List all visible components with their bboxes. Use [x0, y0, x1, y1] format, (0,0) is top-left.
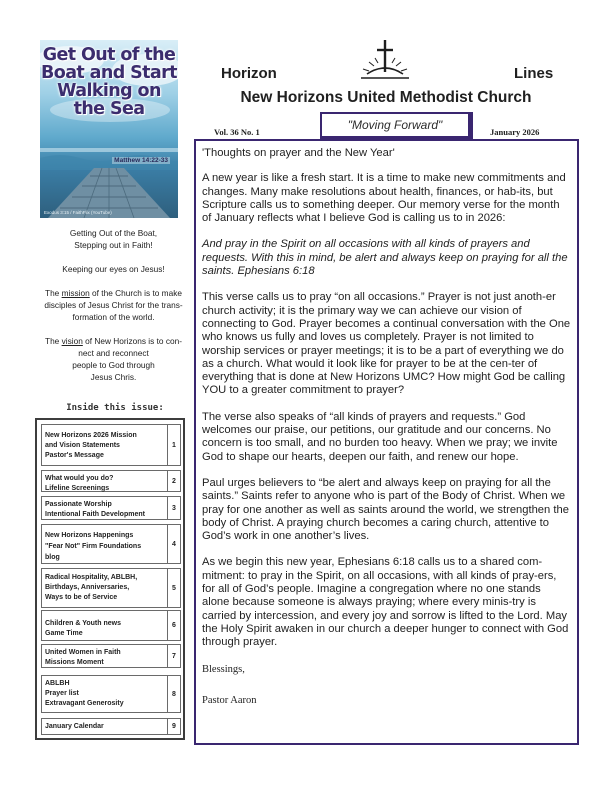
toc-entry-line: What would you do?: [45, 475, 114, 482]
church-name: New Horizons United Methodist Church: [240, 89, 532, 106]
toc-page-number: 6: [167, 611, 180, 640]
toc-page-number: 3: [167, 497, 180, 519]
toc-entry[interactable]: [41, 470, 181, 492]
issue-date: January 2026: [490, 127, 540, 137]
mission-line: disciples of Jesus Christ for the trans-: [44, 300, 183, 310]
toc-entry-line: Intentional Faith Development: [45, 511, 145, 518]
cover-title-line: Boat and Start: [41, 63, 177, 83]
masthead-horizon: Horizon: [221, 65, 277, 82]
vision-line: nect and reconnect: [78, 348, 149, 358]
toc-page-number: 5: [167, 569, 180, 607]
toc-entry-line: January Calendar: [45, 723, 104, 730]
toc-page-number: 7: [167, 645, 180, 667]
toc-entry-line: United Women in Faith: [45, 649, 121, 656]
pastor-message-article: [194, 139, 579, 745]
cover-title-line: Walking on the Sea: [57, 81, 161, 119]
toc-entry-line: New Horizons Happenings: [45, 532, 134, 539]
vision-prefix: The: [45, 336, 62, 346]
vision-line: people to God through: [72, 360, 155, 370]
motto-text: "Moving Forward": [347, 118, 443, 132]
toc-entry[interactable]: [41, 718, 181, 735]
toc-entry-line: Ways to be of Service: [45, 594, 118, 601]
toc-entry-line: Children & Youth news: [45, 620, 121, 627]
toc-entry-line: ABLBH: [45, 680, 70, 687]
toc-entry-line: Birthdays, Anniversaries,: [45, 584, 130, 591]
toc-entry[interactable]: [41, 568, 181, 608]
cover-title: [40, 46, 178, 118]
toc-page-number: 9: [167, 719, 180, 734]
tagline: [36, 227, 191, 251]
tagline-line: Stepping out in Faith!: [74, 240, 153, 250]
masthead-lines: Lines: [514, 65, 554, 82]
toc-entry-line: Missions Moment: [45, 659, 104, 666]
table-of-contents: [35, 418, 185, 740]
vision-word: vision: [61, 336, 83, 346]
mission-prefix: The: [45, 288, 62, 298]
mission-line: formation of the world.: [72, 312, 155, 322]
cover-scripture-ref: Matthew 14:22-33: [114, 157, 168, 164]
mission-statement: [36, 287, 191, 323]
article-paragraph: As we begin this new year, Ephesians 6:18 calls us to a shared com-mitment: to pray in the Spirit, on all occasions, with all kinds of pray-ers, for all of God’s people. Imagine a congregation where no one stands alone because someone is always praying; where every minis-try is carried by intercession, and every joy and sorrow is lifted to the Lord. May the Holy Spirit awaken in our church a deeper hunger to connect with God through prayer.: [202, 556, 569, 649]
toc-entry[interactable]: [41, 610, 181, 641]
toc-entry-line: Game Time: [45, 630, 83, 637]
signature: Pastor Aaron: [202, 694, 257, 706]
article-paragraph: The verse also speaks of “all kinds of prayers and requests.” God welcomes our praise, our petitions, our gratitude and our concerns. No concern is too small, and no burden too heavy. When we pray; we invite God to shape our hearts, deepen our faith, and renew our hope.: [202, 410, 558, 463]
mission-word: mission: [61, 288, 90, 298]
tagline-line: Getting Out of the Boat,: [69, 228, 158, 238]
toc-page-number: 4: [167, 525, 180, 563]
article-paragraph: A new year is like a fresh start. It is a time to make new commitments and changes. Many make resolutions about health, finances, or hab-its, but Scripture calls us to something deeper. Our memory verse for the month of January reflects what I believe God is calling us to in 2026:: [202, 172, 566, 225]
cross-sunrise-logo: [355, 38, 415, 82]
toc-entry[interactable]: [41, 524, 181, 564]
toc-entry-line: Prayer list: [45, 690, 79, 697]
toc-entry[interactable]: [41, 644, 181, 668]
article-paragraph: Paul urges believers to “be alert and always keep on praying for all the saints.” Saints refer to anyone who is part of the Body of Christ. When we pray for one another as well as saints around the world, we strengthen the body of Christ. A praying church becomes a caring church, attentive to God’s work in one another’s lives.: [202, 476, 569, 543]
toc-page-number: 8: [167, 676, 180, 712]
memory-verse: And pray in the Spirit on all occasions with all kinds of prayers and requests. With this in mind, be alert and always keep on praying for all the saints. Ephesians 6:18: [202, 238, 568, 278]
article-title: 'Thoughts on prayer and the New Year': [202, 147, 395, 159]
toc-page-number: 2: [167, 471, 180, 491]
toc-entry[interactable]: [41, 424, 181, 466]
volume-number: Vol. 36 No. 1: [214, 127, 260, 137]
toc-entry-line: and Vision Statements: [45, 442, 120, 449]
toc-entry-line: Extravagant Generosity: [45, 700, 124, 707]
toc-entry[interactable]: [41, 496, 181, 520]
article-paragraph: This verse calls us to pray “on all occasions.” Prayer is not just anoth-er church activity; it is the primary way we can achieve our vision of connecting to God. Prayer becomes a continual conversation with the One who knows us fully and loves us completely. Prayer is not limited to worship services or prayer meetings; it is to be a part of everything we do as a church. What would it look like for prayer to be at the cen-ter of everything that is done at New Horizons UMC? How might God be calling YOU to a greater commitment to prayer?: [202, 291, 571, 397]
toc-entry-line: Lifeline Screenings: [45, 485, 110, 492]
toc-entry-line: New Horizons 2026 Mission: [45, 432, 137, 439]
toc-entry-line: blog: [45, 554, 60, 561]
cover-title-line: Get Out of the: [42, 45, 176, 65]
inside-issue-heading: Inside this issue:: [66, 403, 164, 413]
cover-image: [40, 40, 178, 218]
cover-credit: Exodus 3:15 / FaithFlix (YouTube): [44, 210, 112, 215]
toc-entry-line: Pastor's Message: [45, 452, 104, 459]
toc-entry-line: Radical Hospitality, ABLBH,: [45, 574, 138, 581]
vision-line: of New Horizons is to con-: [85, 336, 182, 346]
toc-entry[interactable]: [41, 675, 181, 713]
vision-line: Jesus Chris.: [90, 372, 137, 382]
closing: Blessings,: [202, 663, 245, 675]
keep-eyes-text: Keeping our eyes on Jesus!: [62, 264, 165, 274]
mission-line: of the Church is to make: [92, 288, 182, 298]
toc-entry-line: Passionate Worship: [45, 501, 112, 508]
toc-page-number: 1: [167, 425, 180, 465]
motto-box: [320, 112, 470, 138]
vision-statement: [36, 335, 191, 383]
toc-entry-line: "Fear Not" Firm Foundations: [45, 543, 142, 550]
